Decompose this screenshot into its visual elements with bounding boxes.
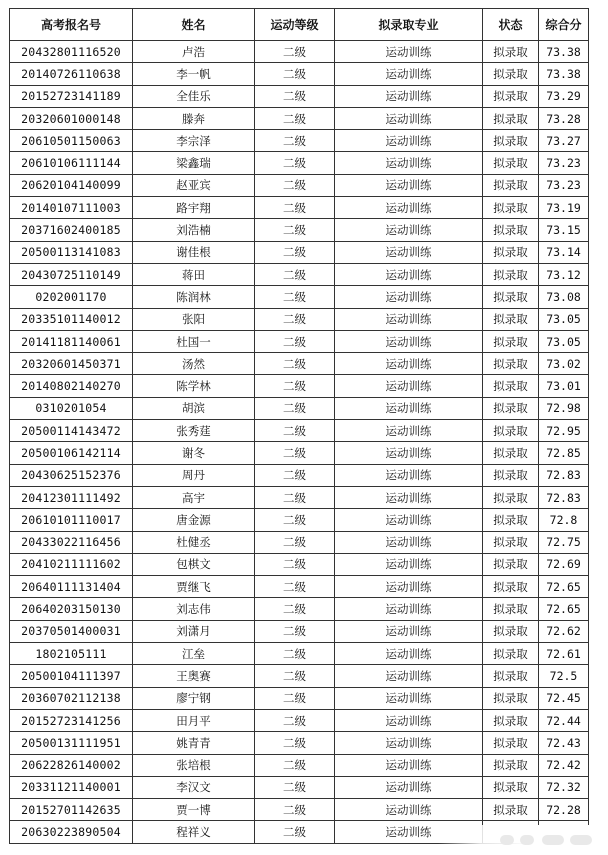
cell-exam-id: 20430625152376 bbox=[10, 464, 133, 486]
cell-exam-id: 20500131111951 bbox=[10, 732, 133, 754]
cell-exam-id: 20500106142114 bbox=[10, 442, 133, 464]
cell-score: 72.98 bbox=[539, 397, 589, 419]
header-row bbox=[10, 9, 589, 41]
cell-name: 李宗泽 bbox=[133, 130, 255, 152]
table-row bbox=[10, 130, 589, 152]
cell-status: 拟录取 bbox=[483, 63, 539, 85]
table-row bbox=[10, 665, 589, 687]
cell-score: 72.8 bbox=[539, 509, 589, 531]
table-row bbox=[10, 420, 589, 442]
cell-major: 运动训练 bbox=[335, 197, 483, 219]
table-row bbox=[10, 330, 589, 352]
header-major: 拟录取专业 bbox=[335, 9, 483, 41]
cell-score: 73.02 bbox=[539, 353, 589, 375]
cell-name: 王奥赛 bbox=[133, 665, 255, 687]
cell-status: 拟录取 bbox=[483, 665, 539, 687]
cell-exam-id: 20331121140001 bbox=[10, 776, 133, 798]
cell-name: 刘潇月 bbox=[133, 620, 255, 642]
table-row bbox=[10, 643, 589, 665]
cell-major: 运动训练 bbox=[335, 375, 483, 397]
cell-status: 拟录取 bbox=[483, 353, 539, 375]
cell-exam-id: 20610501150063 bbox=[10, 130, 133, 152]
cell-status: 拟录取 bbox=[483, 464, 539, 486]
table-row bbox=[10, 687, 589, 709]
cell-status: 拟录取 bbox=[483, 799, 539, 821]
cell-score: 73.27 bbox=[539, 130, 589, 152]
cell-status: 拟录取 bbox=[483, 709, 539, 731]
cell-status: 拟录取 bbox=[483, 776, 539, 798]
cell-name: 包棋文 bbox=[133, 553, 255, 575]
cell-score: 73.23 bbox=[539, 152, 589, 174]
cell-exam-id: 20430725110149 bbox=[10, 263, 133, 285]
cell-major: 运动训练 bbox=[335, 799, 483, 821]
cell-status: 拟录取 bbox=[483, 486, 539, 508]
cell-name: 谢佳根 bbox=[133, 241, 255, 263]
cell-sport-level: 二级 bbox=[255, 241, 335, 263]
cell-major: 运动训练 bbox=[335, 219, 483, 241]
cell-status: 拟录取 bbox=[483, 41, 539, 63]
cell-name: 谢冬 bbox=[133, 442, 255, 464]
cell-major: 运动训练 bbox=[335, 665, 483, 687]
cell-sport-level: 二级 bbox=[255, 353, 335, 375]
cell-major: 运动训练 bbox=[335, 576, 483, 598]
cell-status: 拟录取 bbox=[483, 308, 539, 330]
cell-sport-level: 二级 bbox=[255, 63, 335, 85]
cell-status: 拟录取 bbox=[483, 442, 539, 464]
cell-score: 72.42 bbox=[539, 754, 589, 776]
cell-sport-level: 二级 bbox=[255, 553, 335, 575]
cell-sport-level: 二级 bbox=[255, 799, 335, 821]
cell-score: 73.12 bbox=[539, 263, 589, 285]
cell-major: 运动训练 bbox=[335, 687, 483, 709]
cell-exam-id: 20622826140002 bbox=[10, 754, 133, 776]
cell-major: 运动训练 bbox=[335, 263, 483, 285]
table-row bbox=[10, 442, 589, 464]
header-exam-id: 高考报名号 bbox=[10, 9, 133, 41]
cell-score: 73.38 bbox=[539, 41, 589, 63]
cell-name: 程祥义 bbox=[133, 821, 255, 843]
cell-score: 72.32 bbox=[539, 776, 589, 798]
cell-major: 运动训练 bbox=[335, 509, 483, 531]
cell-sport-level: 二级 bbox=[255, 397, 335, 419]
table-row bbox=[10, 598, 589, 620]
cell-name: 田月平 bbox=[133, 709, 255, 731]
header-sport-level: 运动等级 bbox=[255, 9, 335, 41]
cell-name: 蒋田 bbox=[133, 263, 255, 285]
cell-name: 张秀莛 bbox=[133, 420, 255, 442]
cell-score: 73.19 bbox=[539, 197, 589, 219]
table-row bbox=[10, 509, 589, 531]
cell-score: 72.28 bbox=[539, 799, 589, 821]
cell-exam-id: 20610106111144 bbox=[10, 152, 133, 174]
cell-exam-id: 20152723141189 bbox=[10, 85, 133, 107]
cell-sport-level: 二级 bbox=[255, 420, 335, 442]
cell-major: 运动训练 bbox=[335, 643, 483, 665]
cell-sport-level: 二级 bbox=[255, 643, 335, 665]
cell-exam-id: 20500114143472 bbox=[10, 420, 133, 442]
cell-name: 贾一博 bbox=[133, 799, 255, 821]
cell-status: 拟录取 bbox=[483, 509, 539, 531]
cell-score: 72.83 bbox=[539, 464, 589, 486]
cell-major: 运动训练 bbox=[335, 397, 483, 419]
cell-sport-level: 二级 bbox=[255, 130, 335, 152]
cell-sport-level: 二级 bbox=[255, 732, 335, 754]
cell-exam-id: 20620104140099 bbox=[10, 174, 133, 196]
cell-name: 刘浩楠 bbox=[133, 219, 255, 241]
cell-score: 72.85 bbox=[539, 442, 589, 464]
cell-exam-id: 20140726110638 bbox=[10, 63, 133, 85]
watermark bbox=[438, 825, 608, 855]
cell-major: 运动训练 bbox=[335, 732, 483, 754]
cell-major: 运动训练 bbox=[335, 353, 483, 375]
table-row bbox=[10, 397, 589, 419]
cell-sport-level: 二级 bbox=[255, 687, 335, 709]
cell-name: 廖宁钢 bbox=[133, 687, 255, 709]
cell-score: 73.23 bbox=[539, 174, 589, 196]
cell-score: 72.75 bbox=[539, 531, 589, 553]
cell-status: 拟录取 bbox=[483, 687, 539, 709]
cell-major: 运动训练 bbox=[335, 152, 483, 174]
cell-status: 拟录取 bbox=[483, 330, 539, 352]
cell-status: 拟录取 bbox=[483, 219, 539, 241]
cell-status: 拟录取 bbox=[483, 197, 539, 219]
cell-exam-id: 20320601450371 bbox=[10, 353, 133, 375]
table-row bbox=[10, 620, 589, 642]
cell-score: 73.28 bbox=[539, 107, 589, 129]
cell-score: 73.29 bbox=[539, 85, 589, 107]
cell-name: 卢浩 bbox=[133, 41, 255, 63]
cell-status: 拟录取 bbox=[483, 576, 539, 598]
cell-score: 72.83 bbox=[539, 486, 589, 508]
cell-name: 姚青青 bbox=[133, 732, 255, 754]
cell-name: 张阳 bbox=[133, 308, 255, 330]
cell-sport-level: 二级 bbox=[255, 286, 335, 308]
cell-exam-id: 20500113141083 bbox=[10, 241, 133, 263]
header-score: 综合分 bbox=[539, 9, 589, 41]
cell-sport-level: 二级 bbox=[255, 665, 335, 687]
cell-sport-level: 二级 bbox=[255, 219, 335, 241]
cell-score: 73.14 bbox=[539, 241, 589, 263]
header-name: 姓名 bbox=[133, 9, 255, 41]
cell-name: 胡滨 bbox=[133, 397, 255, 419]
table-row bbox=[10, 152, 589, 174]
cell-major: 运动训练 bbox=[335, 286, 483, 308]
cell-status: 拟录取 bbox=[483, 620, 539, 642]
cell-exam-id: 20370501400031 bbox=[10, 620, 133, 642]
cell-major: 运动训练 bbox=[335, 620, 483, 642]
table-row bbox=[10, 197, 589, 219]
admission-table bbox=[9, 8, 589, 844]
table-row bbox=[10, 375, 589, 397]
cell-status: 拟录取 bbox=[483, 85, 539, 107]
cell-status: 拟录取 bbox=[483, 531, 539, 553]
cell-name: 李汉文 bbox=[133, 776, 255, 798]
table-row bbox=[10, 531, 589, 553]
cell-name: 陈润林 bbox=[133, 286, 255, 308]
cell-major: 运动训练 bbox=[335, 63, 483, 85]
cell-exam-id: 20360702112138 bbox=[10, 687, 133, 709]
table-row bbox=[10, 219, 589, 241]
cell-major: 运动训练 bbox=[335, 442, 483, 464]
table-row bbox=[10, 41, 589, 63]
cell-major: 运动训练 bbox=[335, 330, 483, 352]
cell-exam-id: 1802105111 bbox=[10, 643, 133, 665]
cell-name: 滕奔 bbox=[133, 107, 255, 129]
cell-status: 拟录取 bbox=[483, 397, 539, 419]
cell-exam-id: 20410211111602 bbox=[10, 553, 133, 575]
cell-major: 运动训练 bbox=[335, 598, 483, 620]
cell-exam-id: 0202001170 bbox=[10, 286, 133, 308]
cell-name: 赵亚宾 bbox=[133, 174, 255, 196]
table-row bbox=[10, 241, 589, 263]
cell-name: 梁鑫瑞 bbox=[133, 152, 255, 174]
cell-sport-level: 二级 bbox=[255, 308, 335, 330]
cell-score: 72.5 bbox=[539, 665, 589, 687]
cell-exam-id: 20500104111397 bbox=[10, 665, 133, 687]
cell-major: 运动训练 bbox=[335, 709, 483, 731]
cell-name: 贾继飞 bbox=[133, 576, 255, 598]
table-row bbox=[10, 174, 589, 196]
table-row bbox=[10, 308, 589, 330]
cell-status: 拟录取 bbox=[483, 263, 539, 285]
cell-score: 72.69 bbox=[539, 553, 589, 575]
cell-name: 汤然 bbox=[133, 353, 255, 375]
table-row bbox=[10, 709, 589, 731]
cell-sport-level: 二级 bbox=[255, 821, 335, 843]
cell-major: 运动训练 bbox=[335, 85, 483, 107]
table-row bbox=[10, 107, 589, 129]
cell-exam-id: 20140802140270 bbox=[10, 375, 133, 397]
cell-score: 72.95 bbox=[539, 420, 589, 442]
cell-exam-id: 20630223890504 bbox=[10, 821, 133, 843]
cell-sport-level: 二级 bbox=[255, 41, 335, 63]
cell-exam-id: 20640111131404 bbox=[10, 576, 133, 598]
cell-name: 杜国一 bbox=[133, 330, 255, 352]
table-row bbox=[10, 553, 589, 575]
cell-exam-id: 20432801116520 bbox=[10, 41, 133, 63]
cell-score: 73.15 bbox=[539, 219, 589, 241]
cell-status: 拟录取 bbox=[483, 375, 539, 397]
cell-status: 拟录取 bbox=[483, 241, 539, 263]
cell-sport-level: 二级 bbox=[255, 776, 335, 798]
cell-sport-level: 二级 bbox=[255, 263, 335, 285]
cell-major: 运动训练 bbox=[335, 821, 483, 843]
cell-exam-id: 20152723141256 bbox=[10, 709, 133, 731]
cell-exam-id: 20640203150130 bbox=[10, 598, 133, 620]
cell-name: 全佳乐 bbox=[133, 85, 255, 107]
cell-sport-level: 二级 bbox=[255, 152, 335, 174]
cell-name: 江垒 bbox=[133, 643, 255, 665]
cell-sport-level: 二级 bbox=[255, 464, 335, 486]
cell-exam-id: 20320601000148 bbox=[10, 107, 133, 129]
table-row bbox=[10, 286, 589, 308]
table-row bbox=[10, 63, 589, 85]
cell-sport-level: 二级 bbox=[255, 598, 335, 620]
cell-exam-id: 20140107111003 bbox=[10, 197, 133, 219]
cell-name: 路宇翔 bbox=[133, 197, 255, 219]
cell-exam-id: 20141181140061 bbox=[10, 330, 133, 352]
cell-exam-id: 20371602400185 bbox=[10, 219, 133, 241]
table-body bbox=[10, 41, 589, 844]
cell-major: 运动训练 bbox=[335, 174, 483, 196]
cell-status: 拟录取 bbox=[483, 598, 539, 620]
cell-sport-level: 二级 bbox=[255, 107, 335, 129]
cell-status: 拟录取 bbox=[483, 107, 539, 129]
cell-status: 拟录取 bbox=[483, 174, 539, 196]
cell-exam-id: 20335101140012 bbox=[10, 308, 133, 330]
cell-major: 运动训练 bbox=[335, 776, 483, 798]
header-status: 状态 bbox=[483, 9, 539, 41]
cell-name: 刘志伟 bbox=[133, 598, 255, 620]
cell-sport-level: 二级 bbox=[255, 531, 335, 553]
cell-status: 拟录取 bbox=[483, 553, 539, 575]
cell-name: 陈学林 bbox=[133, 375, 255, 397]
table-row bbox=[10, 576, 589, 598]
cell-sport-level: 二级 bbox=[255, 85, 335, 107]
cell-score: 72.43 bbox=[539, 732, 589, 754]
cell-major: 运动训练 bbox=[335, 486, 483, 508]
table-row bbox=[10, 353, 589, 375]
cell-exam-id: 20433022116456 bbox=[10, 531, 133, 553]
cell-exam-id: 20412301111492 bbox=[10, 486, 133, 508]
cell-sport-level: 二级 bbox=[255, 709, 335, 731]
table-row bbox=[10, 776, 589, 798]
table-row bbox=[10, 799, 589, 821]
cell-status: 拟录取 bbox=[483, 152, 539, 174]
cell-score: 72.45 bbox=[539, 687, 589, 709]
cell-score: 72.61 bbox=[539, 643, 589, 665]
table-row bbox=[10, 464, 589, 486]
cell-sport-level: 二级 bbox=[255, 330, 335, 352]
cell-major: 运动训练 bbox=[335, 464, 483, 486]
cell-sport-level: 二级 bbox=[255, 754, 335, 776]
cell-major: 运动训练 bbox=[335, 420, 483, 442]
table-row bbox=[10, 732, 589, 754]
cell-score: 73.08 bbox=[539, 286, 589, 308]
table-row bbox=[10, 486, 589, 508]
cell-major: 运动训练 bbox=[335, 130, 483, 152]
cell-status: 拟录取 bbox=[483, 643, 539, 665]
cell-score: 73.05 bbox=[539, 308, 589, 330]
cell-name: 高宇 bbox=[133, 486, 255, 508]
cell-score: 72.62 bbox=[539, 620, 589, 642]
cell-status: 拟录取 bbox=[483, 420, 539, 442]
cell-score: 73.05 bbox=[539, 330, 589, 352]
cell-major: 运动训练 bbox=[335, 241, 483, 263]
cell-status: 拟录取 bbox=[483, 286, 539, 308]
cell-major: 运动训练 bbox=[335, 531, 483, 553]
table-row bbox=[10, 263, 589, 285]
cell-sport-level: 二级 bbox=[255, 486, 335, 508]
cell-major: 运动训练 bbox=[335, 107, 483, 129]
cell-exam-id: 20152701142635 bbox=[10, 799, 133, 821]
cell-sport-level: 二级 bbox=[255, 375, 335, 397]
cell-major: 运动训练 bbox=[335, 553, 483, 575]
cell-score: 73.01 bbox=[539, 375, 589, 397]
cell-status: 拟录取 bbox=[483, 130, 539, 152]
cell-sport-level: 二级 bbox=[255, 576, 335, 598]
cell-sport-level: 二级 bbox=[255, 620, 335, 642]
cell-status: 拟录取 bbox=[483, 754, 539, 776]
cell-score: 72.44 bbox=[539, 709, 589, 731]
cell-sport-level: 二级 bbox=[255, 442, 335, 464]
table-row bbox=[10, 754, 589, 776]
cell-sport-level: 二级 bbox=[255, 197, 335, 219]
cell-score: 73.38 bbox=[539, 63, 589, 85]
cell-name: 李一帆 bbox=[133, 63, 255, 85]
cell-score: 72.65 bbox=[539, 598, 589, 620]
cell-sport-level: 二级 bbox=[255, 509, 335, 531]
cell-sport-level: 二级 bbox=[255, 174, 335, 196]
cell-status: 拟录取 bbox=[483, 732, 539, 754]
cell-name: 张培根 bbox=[133, 754, 255, 776]
cell-exam-id: 0310201054 bbox=[10, 397, 133, 419]
cell-major: 运动训练 bbox=[335, 41, 483, 63]
cell-score: 72.65 bbox=[539, 576, 589, 598]
cell-exam-id: 20610101110017 bbox=[10, 509, 133, 531]
cell-name: 唐金源 bbox=[133, 509, 255, 531]
cell-major: 运动训练 bbox=[335, 308, 483, 330]
cell-name: 杜健丞 bbox=[133, 531, 255, 553]
cell-major: 运动训练 bbox=[335, 754, 483, 776]
table-row bbox=[10, 85, 589, 107]
cell-name: 周丹 bbox=[133, 464, 255, 486]
